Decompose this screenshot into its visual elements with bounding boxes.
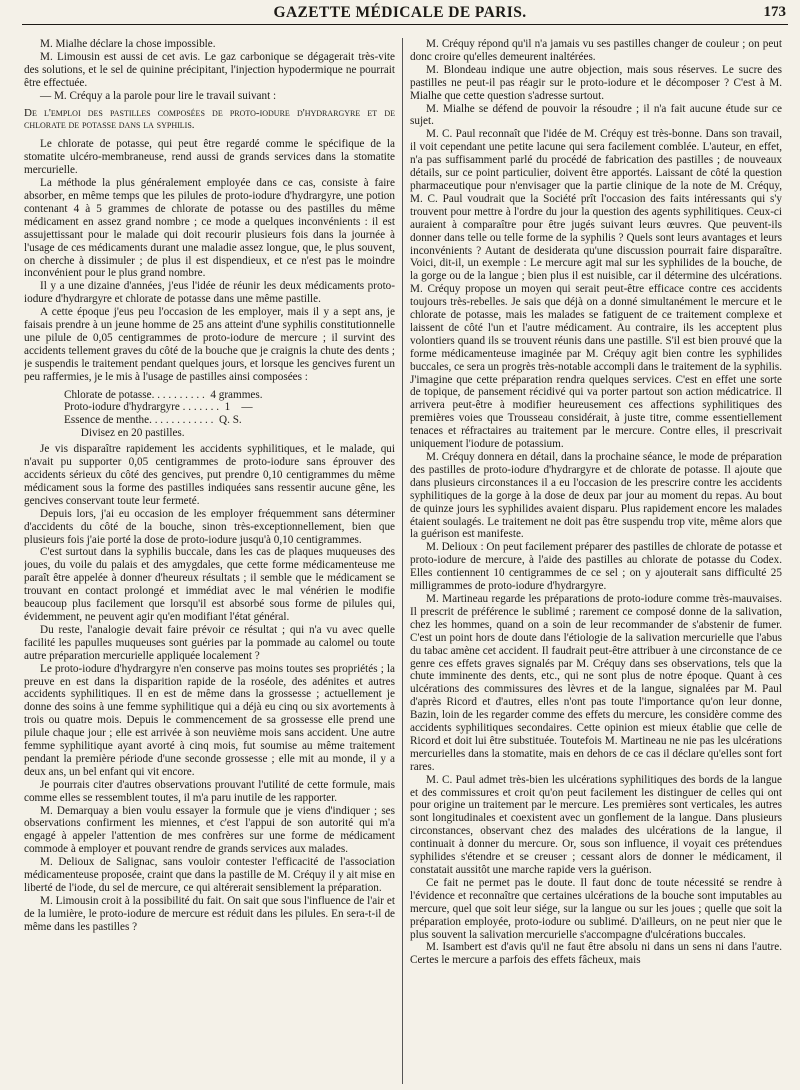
page-number: 173 (763, 4, 786, 20)
paragraph: M. Martineau regarde les préparations de proto-iodure comme très-mauvaises. Il prescrit de préférence le sublimé ; rarement ce composé donne de la salivation, chez les hommes, quand on a soin de leur recommander de s'abstenir de fumer. C'est un point hors de doute dans l'étiologie de la salivation mercurielle que l'abus du tabac amène cet accident. Il faudrait peut-être attribuer à une circonstance de ce genre ces effets graves signalés par M. Créquy dans ses observations, tels que la chute imminente des dents, etc., qui ne sont plus de notre époque. Quant à ces ulcérations des commissures des lèvres et de la langue, signalées par M. Paul d'après Ricord et d'autres, elles n'ont pas toute l'importance qu'on leur donne, Bazin, loin de les regarder comme des effets du mercure, les considère comme des accidents syphilitiques secondaires. Cette opinion est mieux établie que celle de Ricord et doit lui être substituée. Toutefois M. Martineau ne nie pas les ulcérations mercurielles dans la stomatite, mais en dehors de ce cas il déclare qu'elles sont fort rares. (410, 592, 782, 773)
paragraph: M. Mialhe se défend de pouvoir la résoudre ; il n'a fait aucune étude sur ce sujet. (410, 102, 782, 128)
paragraph: Le chlorate de potasse, qui peut être regardé comme le spécifique de la stomatite ulcéro-membraneuse, rend aussi de grands services dans la stomatite mercurielle. (24, 138, 395, 177)
left-column (24, 38, 395, 1086)
paragraph: La méthode la plus généralement employée dans ce cas, consiste à faire absorber, en même temps que les pilules de proto-iodure d'hydrargyre, une potion contenant 4 à 5 grammes de chlorate de potasse ou des pastilles du même médicament en assez grand nombre ; ce mode a quelques inconvénients : il est assujettissant pour le malade qui doit recourir plusieurs fois dans la journée à l'usage de ces médicaments durant une maladie assez longue, que, le plus souvent, on cherche à dissimuler ; de plus il est dispendieux, et ce n'est pas le moindre inconvénient pour le plus grand nombre. (24, 177, 395, 280)
paragraph: Ce fait ne permet pas le doute. Il faut donc de toute nécessité se rendre à l'évidence et reconnaître que certaines ulcérations de la bouche sont imputables au mercure, quel que soit leur siége, sur la langue ou sur les joues ; quelle que soit la préparation employée, proto-iodure ou sublimé. D'ailleurs, on ne peut nier que le plus souvent la salivation mercurielle s'accompagne d'ulcérations buccales. (410, 876, 782, 941)
formula-line: Divisez en 20 pastilles. (64, 427, 185, 440)
paragraph: M. Delioux de Salignac, sans vouloir contester l'efficacité de l'association médicamenteuse proposée, craint que dans la pastille de M. Créquy il y ait mise en liberté de l'iode, du sel de mercure, ce qui altérerait sensiblement la préparation. (24, 856, 395, 894)
paragraph: M. Mialhe déclare la chose impossible. (40, 38, 216, 50)
paragraph: Je vis disparaître rapidement les accidents syphilitiques, et le malade, qui n'avait pu supporter 0,05 centigrammes de proto-iodure sans éprouver des accidents sérieux du côté des gencives, put prendre 0,10 centigrammes du même médicament sous la forme des pastilles indiquées sans ressentir aucune gêne, les gencives conservant toute leur fermeté. (24, 443, 395, 507)
paragraph: Depuis lors, j'ai eu occasion de les employer fréquemment sans déterminer d'accidents du côté de la bouche, sinon très-exceptionnellement, bien que plusieurs fois j'aie porté la dose de proto-iodure jusqu'à 0,10 centigrammes. (24, 507, 395, 546)
paragraph: — M. Créquy a la parole pour lire le travail suivant : (40, 89, 277, 102)
paragraph: M. Delioux : On peut facilement préparer des pastilles de chlorate de potasse et proto-iodure de mercure, à l'aide des pastilles au chlorate de potasse du Codex. Elles contiennent 10 centigrammes de ce sel ; on y ajouterait sans difficulté 25 milligrammes de proto-iodure d'hydrargyre. (410, 541, 782, 593)
section-heading (24, 107, 395, 133)
paragraph: A cette époque j'eus peu l'occasion de les employer, mais il y a sept ans, je faisais prendre à un jeune homme de 25 ans atteint d'une syphilis constitutionnelle une pilule de 0,05 centigrammes de proto-iodure de mercure ; il survint des accidents tellement graves du côté de la bouche que je craignis la chute des dents ; je suspendis le traitement pendant quelques jours, et lorsque les gencives furent un peu raffermies, je le mis à l'usage de pastilles ainsi composées : (24, 306, 395, 383)
prescription-formula (64, 389, 395, 441)
formula-line: Proto-iodure d'hydrargyre . . . . . . . 1 — (64, 401, 253, 414)
column-divider (402, 38, 403, 1084)
section-heading-text: De l'emploi des pastilles composées de proto-iodure d'hydrargyre et de chlorate de potasse dans la syphilis. (24, 106, 395, 132)
paragraph: M. Blondeau indique une autre objection, mais sous réserves. Le sucre des pastilles ne peut-il pas réagir sur le proto-iodure et le décomposer ? C'est à M. Mialhe que cette question s'adresse surtout. (410, 63, 782, 102)
paragraph: M. Demarquay a bien voulu essayer la formule que je viens d'indiquer ; ses observations confirment les miennes, et c'est l'appui de son autorité qui m'a engagé à appeler l'attention de mes confrères sur une forme de médicament commode à employer et pouvant rendre de grands services aux malades. (24, 804, 395, 856)
running-header-title: GAZETTE MÉDICALE DE PARIS. (273, 4, 527, 21)
paragraph: M. Limousin est aussi de cet avis. Le gaz carbonique se dégagerait très-vite des solutions, et le sel de quinine précipitant, l'injection hypodermique ne pourrait être effectuée. (24, 50, 395, 89)
paragraph: Du reste, l'analogie devait faire prévoir ce résultat ; qui n'a vu avec quelle facilité les papulles muqueuses sont guéries par la pommade au calomel ou toute autre préparation mercurielle appliquée localement ? (24, 623, 395, 662)
paragraph: M. Isambert est d'avis qu'il ne faut être absolu ni dans un sens ni dans l'autre. Certes le mercure a parfois des effets fâcheux, mais (410, 941, 782, 967)
formula-line: Chlorate de potasse. . . . . . . . . . 4 grammes. (64, 388, 263, 401)
paragraph: M. Créquy répond qu'il n'a jamais vu ses pastilles changer de couleur ; on peut donc croire qu'elles demeurent inaltérées. (410, 38, 782, 63)
paragraph: C'est surtout dans la syphilis buccale, dans les cas de plaques muqueuses des joues, du voile du palais et des amygdales, que cette forme médicamenteuse me paraît être appelée à donner d'heureux résultats ; il semble que le médicament se trouvant en contact prolongé et immédiat avec le mal vénérien le modifie beaucoup plus facilement que lorsqu'il est absorbé sous forme de pilules qui, évidemment, ne peuvent agir qu'en modifiant l'état général. (24, 546, 395, 623)
header-rule (22, 24, 788, 25)
paragraph: Je pourrais citer d'autres observations prouvant l'utilité de cette formule, mais comme elles se ressemblent toutes, il m'a paru inutile de les rapporter. (24, 778, 395, 804)
formula-line: Essence de menthe. . . . . . . . . . . . Q. S. (64, 414, 242, 427)
paragraph: M. C. Paul admet très-bien les ulcérations syphilitiques des bords de la langue et des commissures et croit qu'on peut facilement les distinguer de celles qui ont pour origine un traitement par le mercure. Les premières sont verticales, les autres sont longitudinales et coexistent avec un gonflement de la langue. Dans plusieurs circonstances, observant chez des malades des ulcérations de la langue, il continuait à donner du mercure. Or, sous son influence, il voyait ces prétendues syphilides s'étendre et se creuser ; cessant alors de donner le médicament, il constatait aussitôt une marche rapide vers la guérison. (410, 773, 782, 876)
paragraph: Il y a une dizaine d'années, j'eus l'idée de réunir les deux médicaments proto-iodure d'hydrargyre et chlorate de potasse dans une même pastille. (24, 280, 395, 306)
paragraph: M. Limousin croit à la possibilité du fait. On sait que sous l'influence de l'air et de la lumière, le proto-iodure de mercure est réduit dans les pilules. En sera-t-il de même dans les pastilles ? (24, 894, 395, 933)
right-column (410, 38, 782, 1086)
paragraph: M. C. Paul reconnaît que l'idée de M. Créquy est très-bonne. Dans son travail, il voit cependant une petite lacune qui sera facilement comblée. L'auteur, en effet, n'a pas suffisamment parlé du procédé de fabrication des pastilles ; de nouveaux détails, sur ce point particulier, doivent être apportés. Laissant de côté la question pharmaceutique pour n'envisager que la partie clinique de la note de M. Créquy, M. C. Paul voudrait que la Société prît l'occasion des faits intéressants qui s'y trouvent pour mettre à l'ordre du jour la question des agents syphilitiques. Ceux-ci auraient à comparaître pour être jugés suivant leurs œuvres. Que peuvent-ils donner dans telle ou telle forme de la syphilis ? Quels sont leurs avantages et leurs inconvénients ? Autant de desiderata qu'une discussion pourrait faire disparaître. Voici, dit-il, un exemple : Le mercure agit mal sur les syphilides de la bouche, de la gorge ou de la langue ; bien plus il est nuisible, car il détermine des ulcérations. M. Créquy propose un moyen qui serait peut-être efficace contre ces accidents toujours très-rebelles. Je sais que déjà on a donné simultanément le mercure et le chlorate de potasse, mais les malades se fatiguent de ce traitement complexe et laissent de côté l'un et l'autre médicament. Au contraire, ils les acceptent plus volontiers quand ils se trouvent réunis dans une pastille. S'il est bien prouvé que la forme médicamenteuse imaginée par M. Créquy agit bien contre les syphilides buccales, ce sera un progrès très-notable accompli dans le traitement de la syphilis. J'imagine que cette préparation rendra quelques services. C'est en effet une sorte de topique, de pansement récidivé qui va porter partout son action médicatrice. Il arrivera peut-être à modifier heureusement ces affections syphilitiques des premières voies que Trousseau considérait, à juste titre, comme essentiellement tenaces et réfractaires au traitement par le mercure. Contre elles, il prescrivait uniquement l'iodure de potassium. (410, 128, 782, 451)
paragraph: M. Créquy donnera en détail, dans la prochaine séance, le mode de préparation des pastilles de proto-iodure d'hydrargyre et de chlorate de potasse. Il ajoute que dans plusieurs circonstances il a eu l'occasion de les prescrire contre les accidents syphilitiques de la gorge à la dose de deux par jour au moment du repas. Au bout de quinze jours les syphilides avaient disparu. Plus rapidement encore les malades étaient soulagés. Le traitement ne doit pas être suspendu trop vite, même alors que la guérison est manifeste. (410, 451, 782, 541)
paragraph: Le proto-iodure d'hydrargyre n'en conserve pas moins toutes ses propriétés ; la preuve en est dans la disparition rapide de la roséole, des adénites et autres accidents syphilitiques. Il en est de même dans la grossesse ; actuellement je donne des soins à une femme syphilitique qui a déjà eu cinq ou six avortements à trois ou quatre mois. Depuis le commencement de sa grossesse elle prend une pilule chaque jour ; elle est arrivée à son neuvième mois sans accident. Une autre femme syphilitique ayant avorté à cinq mois, fut soumise au même traitement pendant la première période d'une seconde grossesse ; elle mit au monde, il y a deux ans, un bel enfant qui vit encore. (24, 662, 395, 778)
